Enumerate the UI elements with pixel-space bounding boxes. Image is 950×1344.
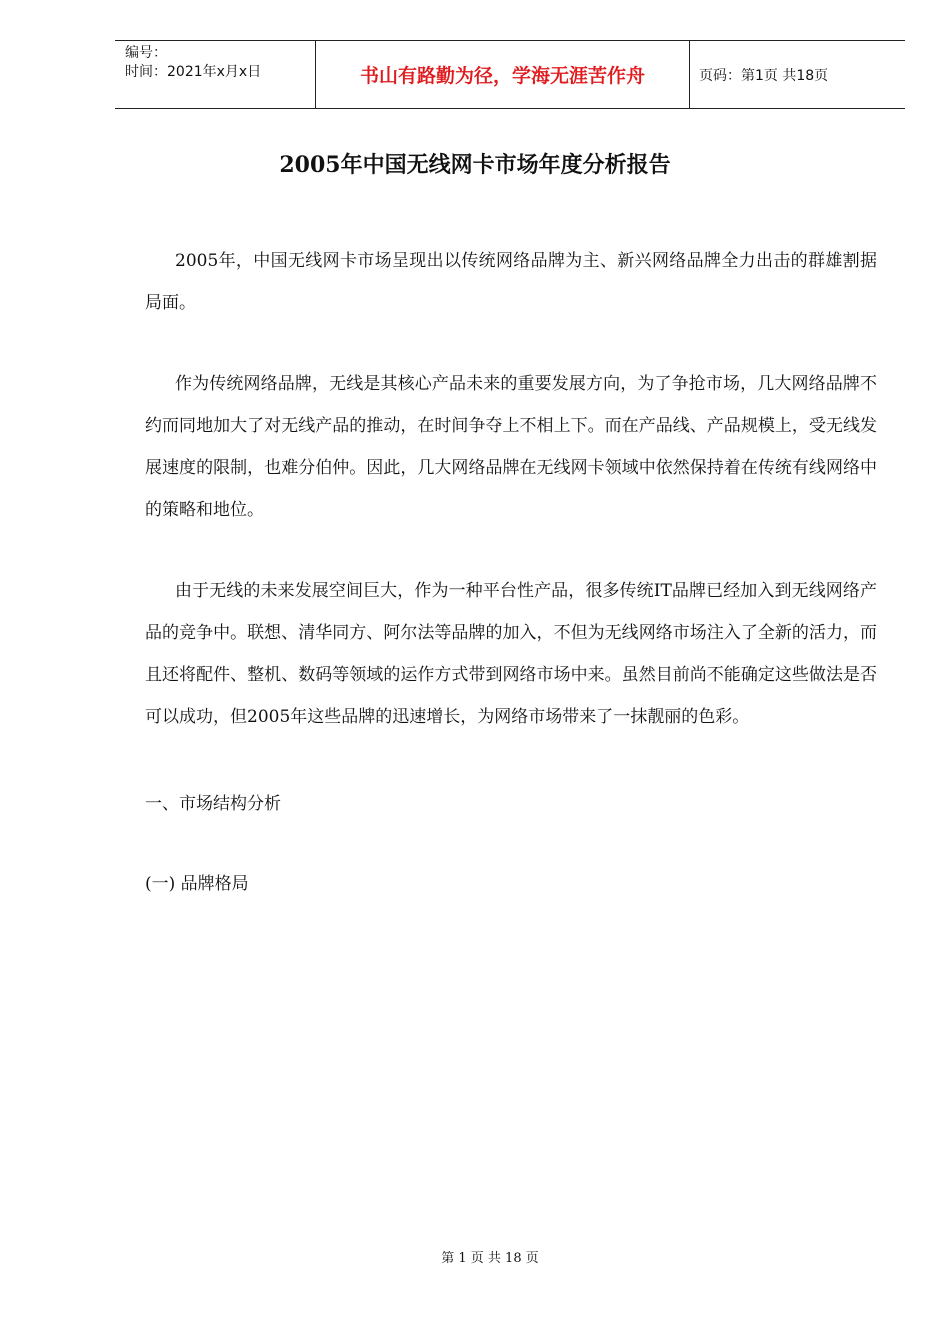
date-label: 时间：2021年x月x日 [125,64,262,80]
page-footer: 第 1 页 共 18 页 [441,1251,539,1266]
header-motto: 书山有路勤为径，学海无涯苦作舟 [316,41,690,108]
subsection-heading: (一) 品牌格局 [145,874,249,894]
page-header [115,40,905,109]
header-meta-cell [115,41,316,108]
paragraph: 作为传统网络品牌，无线是其核心产品未来的重要发展方向，为了争抢市场，几大网络品牌不约而同地加大了对无线产品的推动，在时间争夺上不相上下。而在产品线、产品规模上，受无线发展速度的限制，也难分伯仲。因此，几大网络品牌在无线网卡领域中依然保持着在传统有线网络中的策略和地位。 [145,374,877,520]
number-label: 编号： [125,45,167,61]
document-title: 2005年中国无线网卡市场年度分析报告 [279,152,671,178]
header-page-info: 页码：第1页 共18页 [699,67,829,84]
paragraph: 2005年，中国无线网卡市场呈现出以传统网络品牌为主、新兴网络品牌全力出击的群雄割据局面。 [145,251,877,313]
section-heading: 一、市场结构分析 [145,794,281,814]
paragraph: 由于无线的未来发展空间巨大，作为一种平台性产品，很多传统IT品牌已经加入到无线网络产品的竞争中。联想、清华同方、阿尔法等品牌的加入，不但为无线网络市场注入了全新的活力，而且还将配件、整机、数码等领域的运作方式带到网络市场中来。虽然目前尚不能确定这些做法是否可以成功，但2005年这些品牌的迅速增长，为网络市场带来了一抹靓丽的色彩。 [145,581,877,727]
